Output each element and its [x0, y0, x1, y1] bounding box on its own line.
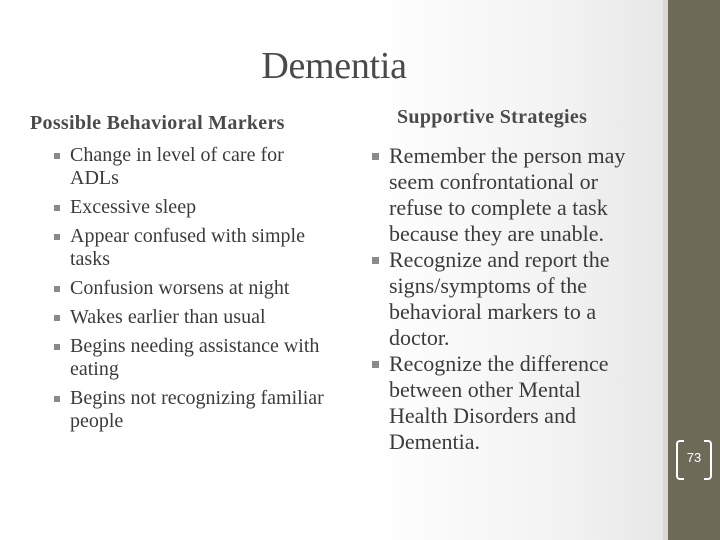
- list-item: [52, 196, 324, 219]
- square-bullet-icon: [372, 257, 379, 264]
- list-item-text: Wakes earlier than usual: [70, 306, 266, 328]
- list-item: [52, 306, 324, 329]
- list-item-text: Appear confused with simple tasks: [70, 225, 305, 270]
- list-item-text: Remember the person may seem confrontational or refuse to complete a task because they are unable.: [389, 143, 626, 246]
- list-item-text: Recognize and report the signs/symptoms of the behavioral markers to a doctor.: [389, 247, 610, 350]
- square-bullet-icon: [372, 361, 379, 368]
- square-bullet-icon: [54, 315, 60, 321]
- square-bullet-icon: [54, 396, 60, 402]
- square-bullet-icon: [54, 286, 60, 292]
- square-bullet-icon: [54, 234, 60, 240]
- list-item: [52, 144, 324, 190]
- square-bullet-icon: [54, 153, 60, 159]
- list-item-text: Begins not recognizing familiar people: [70, 387, 324, 432]
- page-number-badge: [676, 440, 712, 478]
- list-item: [370, 247, 636, 351]
- list-item-text: Recognize the difference between other Mental Health Disorders and Dementia.: [389, 351, 609, 454]
- right-column-heading: Supportive Strategies: [397, 106, 588, 128]
- square-bullet-icon: [372, 153, 379, 160]
- page-number: 73: [686, 450, 702, 465]
- right-bullet-list: [370, 143, 636, 455]
- list-item-text: Confusion worsens at night: [70, 277, 290, 299]
- list-item: [52, 277, 324, 300]
- list-item: [52, 387, 324, 433]
- list-item-text: Excessive sleep: [70, 196, 197, 218]
- list-item-text: Begins needing assistance with eating: [70, 335, 320, 380]
- square-bullet-icon: [54, 344, 60, 350]
- left-column-heading: Possible Behavioral Markers: [30, 112, 285, 134]
- slide-title: Dementia: [261, 45, 407, 87]
- list-item: [370, 351, 636, 455]
- list-item-text: Change in level of care for ADLs: [70, 144, 284, 189]
- square-bullet-icon: [54, 205, 60, 211]
- list-item: [52, 335, 324, 381]
- list-item: [370, 143, 636, 247]
- list-item: [52, 225, 324, 271]
- left-bullet-list: [52, 144, 324, 439]
